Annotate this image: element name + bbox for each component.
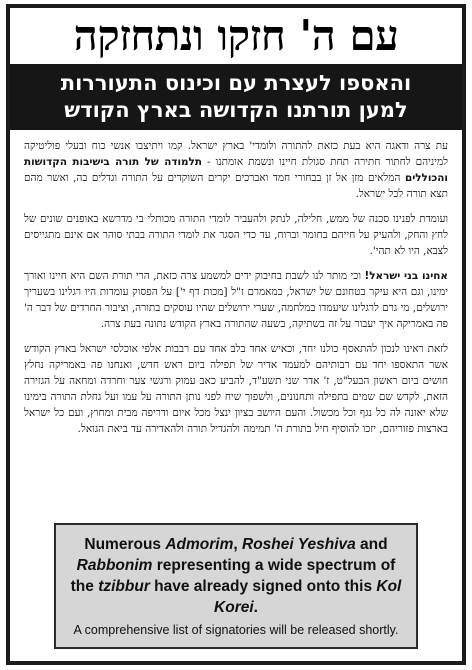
banner-line-2: למען תורתנו הקדושה בארץ הקודש <box>64 98 408 122</box>
paragraph-1-text: עת צרה ודאגה היא בעת כזאת להתורה ולומדי' בארץ ישראל. קמו ויתיצבו אנשי כוח ובעלי פוליטיקה למיניהם לחתור חתירה תחת סגולת חיינו ונשמת אומתנו - <box>24 140 448 168</box>
callout-kolkorei: Kol Korei <box>214 578 402 616</box>
paragraph-2 <box>24 211 448 259</box>
body-text <box>10 130 462 437</box>
paragraph-1-rest: המלאים מזן אל זן בבחורי חמד ואברכים יקרים השוקדים על התורה וגדלים בה, ואשר מהם תצא תורה לכל ישראל. <box>24 172 448 200</box>
ad-frame <box>6 4 466 665</box>
callout-part-5: have already signed onto this <box>149 578 377 595</box>
callout-part-4: representing a wide spectrum of the <box>70 557 396 595</box>
paragraph-1-bold: תלמודה של תורה בישיבות הקדושות והכוללים <box>24 156 448 184</box>
callout-tzibbur: tzibbur <box>98 578 150 595</box>
paragraph-3 <box>24 268 448 332</box>
callout-part-3: and <box>355 536 388 553</box>
callout-note: A comprehensive list of signatories will be released shortly. <box>73 623 399 637</box>
callout-rabbonim: Rabbonim <box>76 557 153 574</box>
callout-part-6: . <box>253 599 258 616</box>
paragraph-4 <box>24 341 448 437</box>
banner <box>10 64 462 130</box>
callout-roshei: Roshei Yeshiva <box>242 536 356 553</box>
paragraph-2-text: ועומדת לפנינו סכנה של ממש, חלילה, לנתק ולהעביר לומדי התורה מכותלי בי מדרשא באופנים שונים של לחץ והחק, ולהעיק על חייהם בחומר וברוח, עד כדי הסגר את לומדי התורה בבתי סוהר אם אינם מתגייסים לצבא, היו לא תהי'. <box>24 213 448 257</box>
callout-admorim: Admorim <box>165 536 234 553</box>
signatories-callout <box>54 523 418 649</box>
paragraph-4-text: לזאת ראינו לנכון להתאסף כולנו יחד, וכאיש אחד בלב אחד עם רבבות אלפי אוכלסי ישראל בארץ הקודש אשר התאספו יחד עם רבותיהם למעמד אדיר של תפילה ביום ראש חדש, ואנחנו פה באמריקה נחלץ חושים ביום ראשון הבעל"ט, ז' אדר שני תשע"ד, להביע כאב עמוק ורגשי צער וחרדה ומחאה על הגזירה הזאת, לקדש שם שמים בתפילה ותחנונים, ולשפוך שיח לפני נותן התורה על עמו ועל גחלת התורה בימינו שלא יאונה לה כל נגף וכל מכשול. והעם היושב בציון ינצל מכל איום ודריפה מבית ומחוץ, ועם כל ישראל בארצות פזוריהם, יזכו להוסיף חיל בתורת ה' תמימה ולהגדיל תורה ולהאדירה עד ביאת הגואל. <box>24 343 448 435</box>
paragraph-1 <box>24 138 448 202</box>
callout-part-1: Numerous <box>84 536 166 553</box>
callout-main <box>66 534 406 618</box>
callout-part-2: , <box>233 536 243 553</box>
paragraph-3-rest: וכי מותר לנו לשבת בחיבוק ידים למשמע צרה כזאת, הרי תורת השם היא חיינו ואורך ימינו, וגם היא עיקר בטחונם של ישראל, כמאמרם ז"ל [מכות דף י'] על הפסוק עומדות היו רגלינו בשעריך ירושלים, מי גרם לרגלינו שיעמדו במלחמה, שערי ירושלים שהיו עוסקים בתורה, וציבור החרדים של דבר ה' פה באמריקה איך יעבור על זה בשתיקה, בשעה שהתורה בארץ הקודש נתונה בעת צרה. <box>24 270 448 330</box>
headline: עם ה' חזקו ונתחזקה <box>73 11 399 60</box>
paragraph-3-bold: אחינו בני ישראל! <box>364 270 448 282</box>
banner-line-1: והאספו לעצרת עם וכינוס התעוררות <box>60 71 412 95</box>
